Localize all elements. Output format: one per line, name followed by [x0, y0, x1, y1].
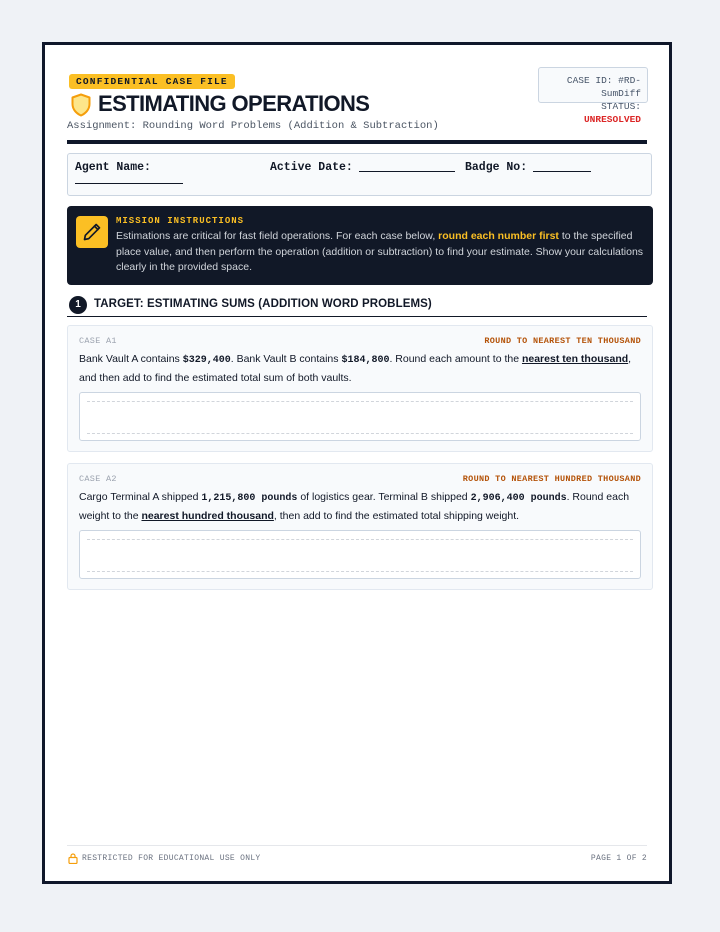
agent-name-line	[75, 183, 183, 184]
active-date-field[interactable]: Active Date:	[270, 161, 455, 174]
answer-area[interactable]	[79, 530, 641, 579]
active-date-line	[359, 171, 455, 172]
case-label: CASE A2	[79, 474, 117, 484]
rounding-label: ROUND TO NEAREST TEN THOUSAND	[484, 336, 641, 346]
assignment-subtitle: Assignment: Rounding Word Problems (Addition & Subtraction)	[67, 120, 439, 132]
page-title: ESTIMATING OPERATIONS	[98, 91, 370, 116]
shield-icon	[70, 93, 92, 117]
answer-line	[87, 571, 633, 572]
answer-line	[87, 539, 633, 540]
case-label: CASE A1	[79, 336, 117, 346]
lock-icon	[68, 853, 78, 864]
section-title: TARGET: ESTIMATING SUMS (ADDITION WORD PROBLEMS)	[94, 298, 432, 310]
mission-title: MISSION INSTRUCTIONS	[116, 216, 245, 226]
worksheet-page	[42, 42, 672, 884]
footer-restricted: RESTRICTED FOR EDUCATIONAL USE ONLY	[82, 854, 261, 863]
section-number: 1	[69, 296, 87, 314]
case-id: CASE ID: #RD-SumDiff	[566, 75, 641, 99]
answer-line	[87, 433, 633, 434]
confidential-badge: CONFIDENTIAL CASE FILE	[69, 74, 235, 89]
case-text: Bank Vault A contains $329,400. Bank Vault B contains $184,800. Round each amount to the nearest ten thousand, and then add to find the estimated total sum of both vaults.	[79, 353, 632, 384]
footer-divider	[67, 845, 647, 846]
mission-instructions	[67, 206, 653, 285]
answer-area[interactable]	[79, 392, 641, 441]
status-value: UNRESOLVED	[583, 114, 641, 125]
case-text: Cargo Terminal A shipped 1,215,800 pounds of logistics gear. Terminal B shipped 2,906,400 pounds. Round each weight to the nearest hundred thousand, then add to find the estimated total shipping weight.	[79, 491, 630, 522]
mission-highlight: round each number first	[438, 230, 559, 242]
case-card-a2	[67, 463, 653, 590]
badge-no-field[interactable]: Badge No:	[465, 161, 591, 174]
agent-info-box	[67, 153, 652, 196]
case-status-box	[538, 67, 648, 125]
pencil-icon	[76, 216, 108, 248]
section-divider	[67, 316, 647, 317]
mission-text: Estimations are critical for fast field operations. For each case below, round each number first to the specified place value, and then perform the operation (addition or subtraction) to find your estimate. Show your calculations clearly in the provided space.	[116, 230, 644, 273]
case-status: STATUS: UNRESOLVED	[583, 101, 641, 125]
answer-line	[87, 401, 633, 402]
rounding-label: ROUND TO NEAREST HUNDRED THOUSAND	[462, 474, 641, 484]
case-card-a1	[67, 325, 653, 452]
agent-name-field[interactable]: Agent Name:	[75, 161, 151, 174]
header-divider	[67, 140, 647, 144]
page-number: PAGE 1 OF 2	[590, 854, 647, 863]
badge-no-line	[533, 171, 591, 172]
